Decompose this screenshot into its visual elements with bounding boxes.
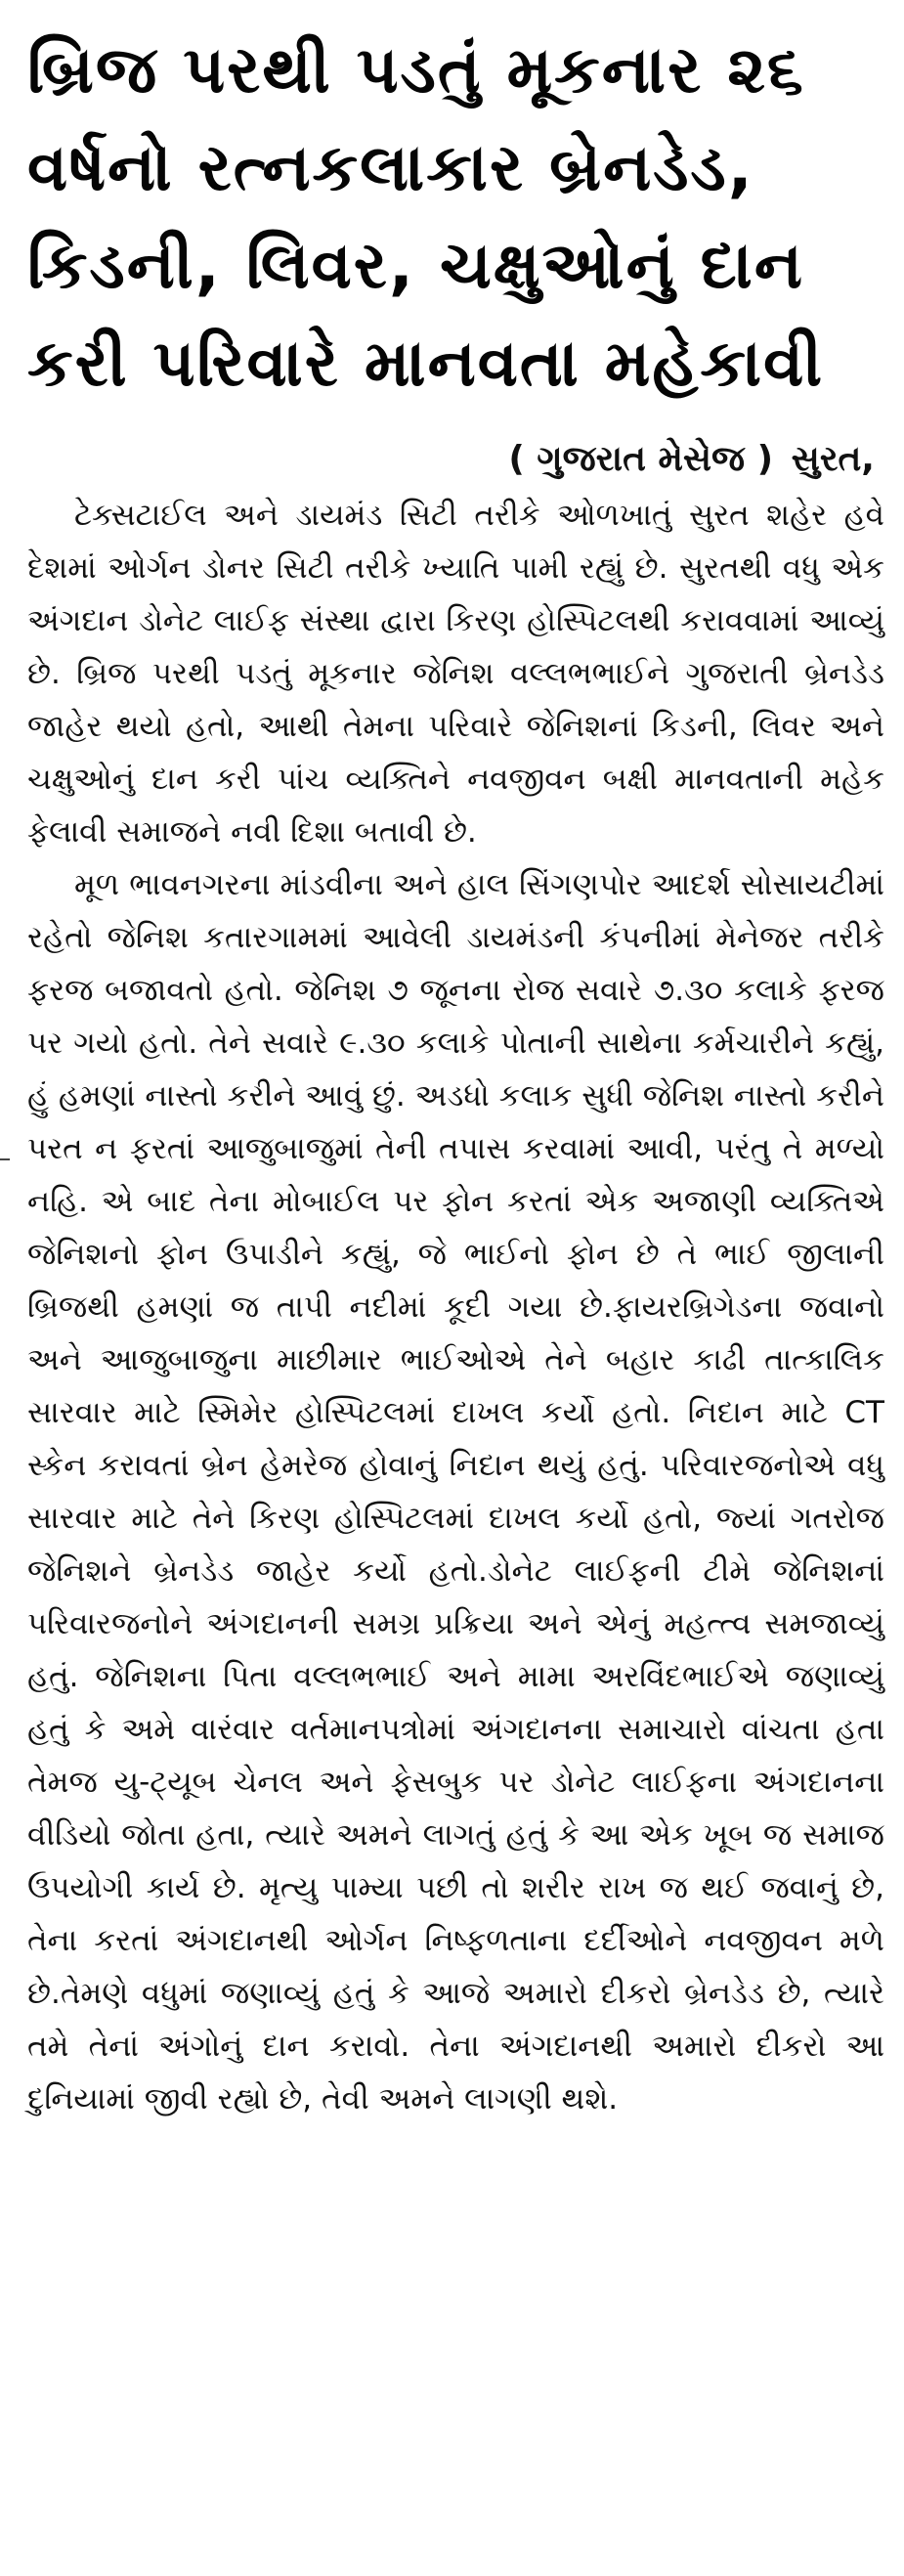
- article-paragraph: ટેક્સટાઈલ અને ડાયમંડ સિટી તરીકે ઓળખાતું સુરત શહેર હવે દેશમાં ઓર્ગન ડોનર સિટી તરીકે ખ્યાતિ પામી રહ્યું છે. સુરતથી વધુ એક અંગદાન ડોનેટ લાઈફ સંસ્થા દ્વારા કિરણ હોસ્પિટલથી કરાવવામાં આવ્યું છે. બ્રિજ પરથી પડતું મૂકનાર જેનિશ વલ્લભભાઈને ગુજરાતી બ્રેનડેડ જાહેર થયો હતો, આથી તેમના પરિવારે જેનિશનાં કિડની, લિવર અને ચક્ષુઓનું દાન કરી પાંચ વ્યક્તિને નવજીવન બક્ષી માનવતાની મહેક ફેલાવી સમાજને નવી દિશા બતાવી છે.: [27, 498, 884, 850]
- headline-line: વર્ષનો રત્નકલાકાર બ્રેનડેડ,: [27, 130, 754, 205]
- headline-line: બ્રિજ પરથી પડતું મૂકનાર ૨૬: [27, 32, 805, 108]
- article-byline: [27, 432, 884, 487]
- column-edge-mark: [0, 1158, 10, 1160]
- close-paren: ): [745, 439, 774, 479]
- open-paren: (: [508, 439, 538, 479]
- article-body: [27, 489, 884, 2125]
- byline-city: સુરત,: [791, 439, 875, 479]
- article-paragraph: મૂળ ભાવનગરના માંડવીના અને હાલ સિંગણપોર આદર્શ સોસાયટીમાં રહેતો જેનિશ કતારગામમાં આવેલી ડાયમંડની કંપનીમાં મેનેજર તરીકે ફરજ બજાવતો હતો. જેનિશ ૭ જૂનના રોજ સવારે ૭.૩૦ કલાકે ફરજ પર ગયો હતો. તેને સવારે ૯.૩૦ કલાકે પોતાની સાથેના કર્મચારીને કહ્યું, હું હમણાં નાસ્તો કરીને આવું છું. અડધો કલાક સુધી જેનિશ નાસ્તો કરીને પરત ન ફરતાં આજુબાજુમાં તેની તપાસ કરવામાં આવી, પરંતુ તે મળ્યો નહિ. એ બાદ તેના મોબાઈલ પર ફોન કરતાં એક અજાણી વ્યક્તિએ જેનિશનો ફોન ઉપાડીને કહ્યું, જે ભાઈનો ફોન છે તે ભાઈ જીલાની બ્રિજથી હમણાં જ તાપી નદીમાં કૂદી ગયા છે.ફાયરબ્રિગેડના જવાનો અને આજુબાજુના માછીમાર ભાઈઓએ તેને બહાર કાઢી તાત્કાલિક સારવાર માટે સ્મિમેર હોસ્પિટલમાં દાખલ કર્યો હતો. નિદાન માટે CT સ્કેન કરાવતાં બ્રેન હેમરેજ હોવાનું નિદાન થયું હતું. પરિવારજનોએ વધુ સારવાર માટે તેને કિરણ હોસ્પિટલમાં દાખલ કર્યો હતો, જ્યાં ગતરોજ જેનિશને બ્રેનડેડ જાહેર કર્યો હતો.ડોનેટ લાઈફની ટીમે જેનિશનાં પરિવારજનોને અંગદાનની સમગ્ર પ્રક્રિયા અને એનું મહત્ત્વ સમજાવ્યું હતું. જેનિશના પિતા વલ્લભભાઈ અને મામા અરવિંદભાઈએ જણાવ્યું હતું કે અમે વારંવાર વર્તમાનપત્રોમાં અંગદાનના સમાચારો વાંચતા હતા તેમજ યુ-ટ્યૂબ ચેનલ અને ફેસબુક પર ડોનેટ લાઈફના અંગદાનના વીડિયો જોતા હતા, ત્યારે અમને લાગતું હતું કે આ એક ખૂબ જ સમાજ ઉપયોગી કાર્ય છે. મૃત્યુ પામ્યા પછી તો શરીર રાખ જ થઈ જવાનું છે, તેના કરતાં અંગદાનથી ઓર્ગન નિષ્ફળતાના દર્દીઓને નવજીવન મળે છે.તેમણે વધુમાં જણાવ્યું હતું કે આજે અમારો દીકરો બ્રેનડેડ છે, ત્યારે તમે તેનાં અંગોનું દાન કરાવો. તેના અંગદાનથી અમારો દીકરો આ દુનિયામાં જીવી રહ્યો છે, તેવી અમને લાગણી થશે.: [27, 867, 884, 2117]
- byline-source: ગુજરાત મેસેજ: [537, 439, 746, 479]
- headline-line: કરી પરિવારે માનવતા મહેકાવી: [27, 326, 825, 401]
- article-headline: [27, 22, 884, 413]
- headline-line: કિડની, લિવર, ચક્ષુઓનું દાન: [27, 228, 804, 303]
